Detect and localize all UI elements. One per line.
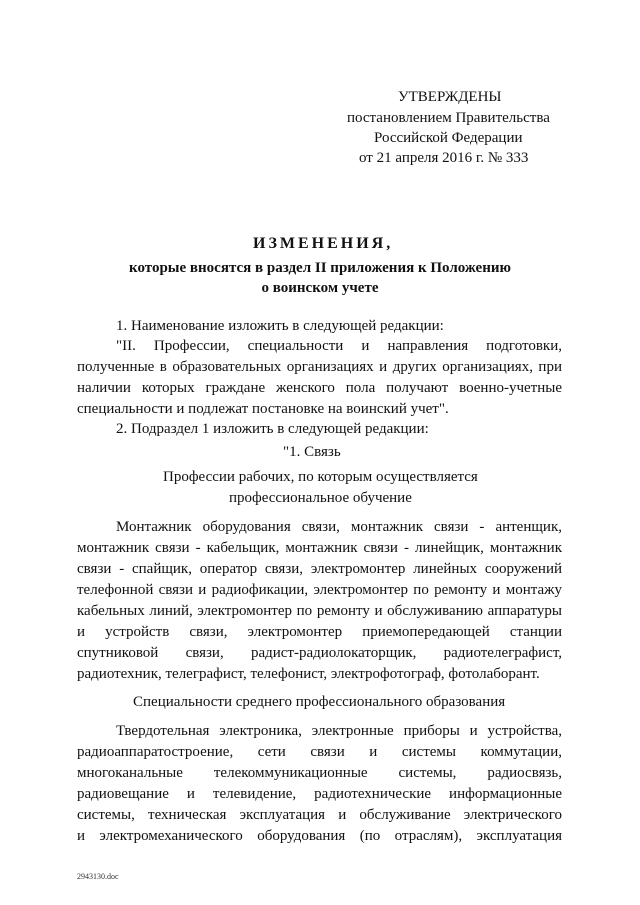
specialties-line-2: радиоаппаратостроение, сети связи и системы коммутации, xyxy=(77,744,562,760)
workers-line-1: Монтажник оборудования связи, монтажник связи - антенщик, xyxy=(116,519,562,535)
item-1-quote-line-3: наличии которых граждане женского пола получают военно-учетные xyxy=(77,380,562,396)
workers-line-8: радиотехник, телеграфист, телефонист, электрофотограф, фотолаборант. xyxy=(77,666,540,682)
section-1-heading: "1. Связь xyxy=(283,444,341,460)
specialties-line-6: и электромеханического оборудования (по отраслям), эксплуатация xyxy=(77,828,562,844)
workers-line-2: монтажник связи - кабельщик, монтажник связи - линейщик, монтажник xyxy=(77,540,562,556)
item-1-quote-line-1: "II. Профессии, специальности и направления подготовки, xyxy=(116,338,562,354)
item-1-text: 1. Наименование изложить в следующей редакции: xyxy=(116,318,444,334)
item-1-quote-line-4: специальности и подлежат постановке на воинский учет". xyxy=(77,401,449,417)
workers-line-4: телефонной связи и радиофикации, электромонтер по ремонту и монтажу xyxy=(77,582,562,598)
workers-line-5: кабельных линий, электромонтер по ремонту и обслуживанию аппаратуры xyxy=(77,603,562,619)
approval-stamp-title: УТВЕРЖДЕНЫ xyxy=(398,89,502,105)
workers-line-7: спутниковой связи, радист-радиолокаторщик, радиотелеграфист, xyxy=(77,645,562,661)
specialties-line-5: системы, техническая эксплуатация и обслуживание электрического xyxy=(77,807,562,823)
approval-line-2: постановлением Правительства xyxy=(347,110,550,126)
file-code-footer: 2943130.doc xyxy=(77,872,119,881)
specialties-line-4: радиовещание и телевидение, радиотехнические информационные xyxy=(77,786,562,802)
document-subtitle-2: о воинском учете xyxy=(261,280,379,296)
workers-line-3: связи - спайщик, оператор связи, электромонтер линейных сооружений xyxy=(77,561,562,577)
subheading-specialties: Специальности среднего профессионального образования xyxy=(133,694,506,710)
specialties-line-3: многоканальные телекоммуникационные системы, радиосвязь, xyxy=(77,765,562,781)
subheading-workers-line-2: профессиональное обучение xyxy=(229,490,412,506)
document-subtitle-1: которые вносятся в раздел II приложения к Положению xyxy=(129,260,511,276)
item-2-text: 2. Подраздел 1 изложить в следующей редакции: xyxy=(116,421,429,437)
item-1-quote-line-2: полученные в образовательных организациях и других организациях, при xyxy=(77,359,562,375)
subheading-workers-line-1: Профессии рабочих, по которым осуществляется xyxy=(163,469,478,485)
approval-date-number: от 21 апреля 2016 г. № 333 xyxy=(359,150,529,166)
specialties-line-1: Твердотельная электроника, электронные приборы и устройства, xyxy=(116,723,562,739)
approval-line-3: Российской Федерации xyxy=(374,130,523,146)
document-title: ИЗМЕНЕНИЯ, xyxy=(253,235,394,252)
workers-line-6: и устройств связи, электромонтер приемопередающей станции xyxy=(77,624,562,640)
